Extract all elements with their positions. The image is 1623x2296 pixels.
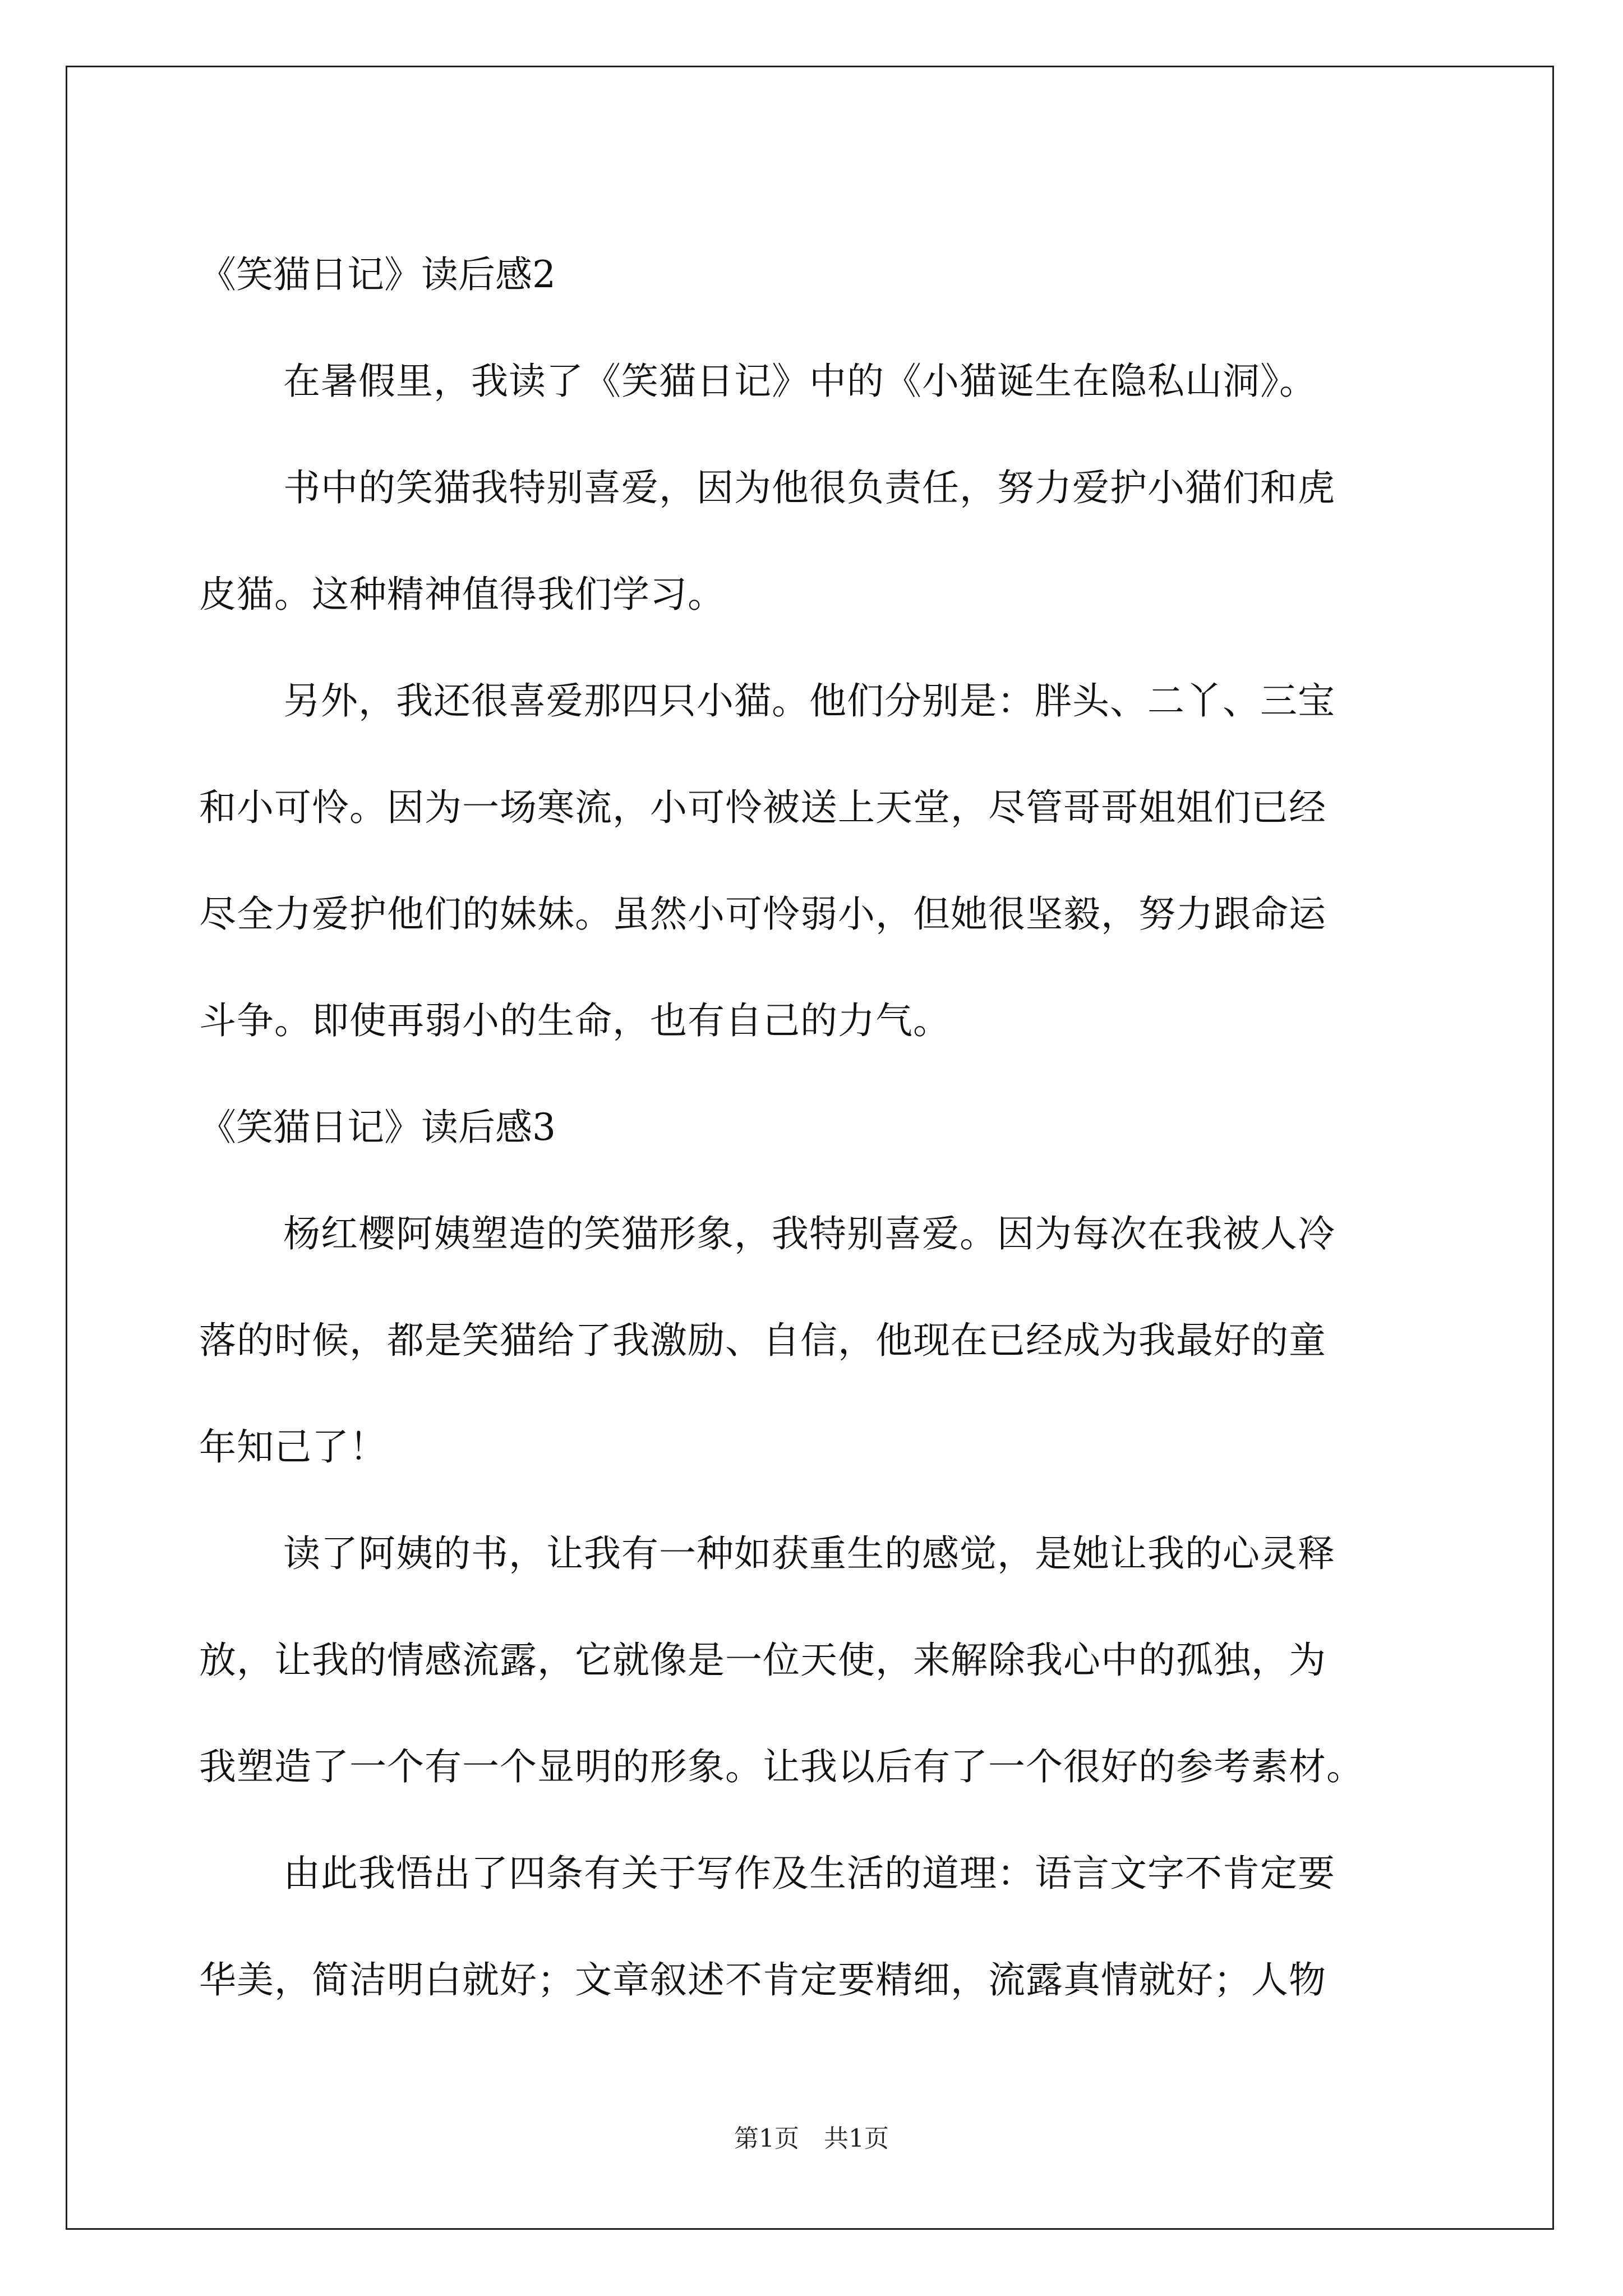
section-heading: 《笑猫日记》读后感3 [199, 1106, 556, 1149]
paragraph-line: 华美，简洁明白就好；文章叙述不肯定要精细，流露真情就好；人物 [199, 1958, 1326, 2001]
paragraph-line: 皮猫。这种精神值得我们学习。 [199, 573, 725, 616]
paragraph-line: 和小可怜。因为一场寒流，小可怜被送上天堂，尽管哥哥姐姐们已经 [199, 786, 1326, 829]
paragraph-line: 年知己了！ [199, 1425, 387, 1469]
paragraph-line: 书中的笑猫我特别喜爱，因为他很负责任，努力爱护小猫们和虎 [283, 466, 1335, 509]
paragraph-line: 杨红樱阿姨塑造的笑猫形象，我特别喜爱。因为每次在我被人冷 [283, 1212, 1335, 1255]
paragraph-line: 在暑假里，我读了《笑猫日记》中的《小猫诞生在隐私山洞》。 [283, 360, 1317, 403]
paragraph-line: 读了阿姨的书，让我有一种如获重生的感觉，是她让我的心灵释 [283, 1532, 1335, 1575]
paragraph-line: 尽全力爱护他们的妹妹。虽然小可怜弱小，但她很坚毅，努力跟命运 [199, 892, 1326, 936]
document-body [199, 222, 1433, 2033]
paragraph-line: 落的时候，都是笑猫给了我激励、自信，他现在已经成为我最好的童 [199, 1319, 1326, 1362]
paragraph-line: 放，让我的情感流露，它就像是一位天使，来解除我心中的孤独，为 [199, 1639, 1326, 1682]
paragraph-line: 由此我悟出了四条有关于写作及生活的道理：语言文字不肯定要 [283, 1852, 1335, 1895]
paragraph-line: 另外，我还很喜爱那四只小猫。他们分别是：胖头、二丫、三宝 [283, 679, 1335, 723]
paragraph-line: 我塑造了一个有一个显明的形象。让我以后有了一个很好的参考素材。 [199, 1745, 1364, 1788]
section-heading: 《笑猫日记》读后感2 [199, 253, 556, 296]
page-footer: 第1页 共1页 [734, 2124, 889, 2153]
paragraph-line: 斗争。即使再弱小的生命，也有自己的力气。 [199, 999, 951, 1042]
